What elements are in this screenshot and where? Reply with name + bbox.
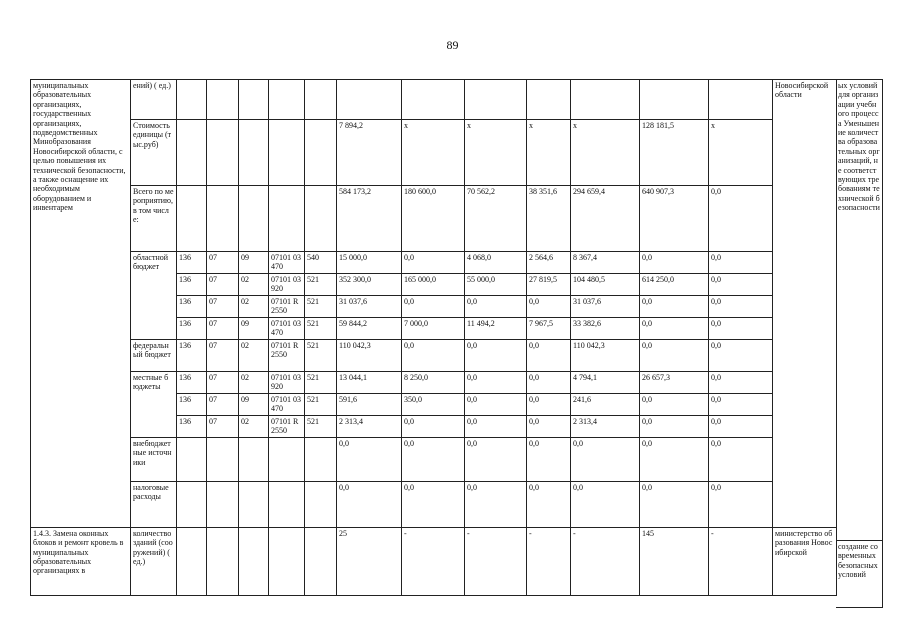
vr-cell: 521: [305, 339, 337, 371]
value-cell: 11 494,2: [465, 317, 527, 339]
vr-cell: [305, 80, 337, 120]
rz-cell: [207, 80, 239, 120]
table-row: [31, 481, 837, 527]
value-cell: 0,0: [709, 371, 773, 393]
value-cell: x: [527, 120, 571, 186]
measure-description: 1.4.3. Замена оконных блоков и ремонт кровель в муниципальных образовательных организациях в: [31, 527, 131, 595]
grbs-cell: [177, 120, 207, 186]
expected-result-cell: создание современных безопасных условий: [836, 540, 883, 608]
vr-cell: 521: [305, 295, 337, 317]
indicator-name: Всего по мероприятию, в том числе:: [131, 186, 177, 252]
value-cell: 0,0: [640, 295, 709, 317]
value-cell: 0,0: [640, 393, 709, 415]
value-cell: 8 250,0: [402, 371, 465, 393]
rz-cell: 07: [207, 273, 239, 295]
grbs-cell: 136: [177, 393, 207, 415]
vr-cell: 521: [305, 415, 337, 437]
value-cell: 38 351,6: [527, 186, 571, 252]
value-cell: 294 659,4: [571, 186, 640, 252]
value-cell: 31 037,6: [571, 295, 640, 317]
pr-cell: [239, 481, 269, 527]
value-cell: 0,0: [709, 339, 773, 371]
value-cell: 0,0: [465, 415, 527, 437]
value-cell: 0,0: [527, 339, 571, 371]
rz-cell: 07: [207, 339, 239, 371]
value-cell: 0,0: [337, 481, 402, 527]
measure-description: муниципальных образовательных организациях, государственных организациях, подведомственных Минобразования Новосибирской области, с целью повышения их технической безопасности, а также оснащение их необходимым оборудованием и инвентарем: [31, 80, 131, 528]
pr-cell: 02: [239, 371, 269, 393]
value-cell: 0,0: [709, 186, 773, 252]
budget-table: [30, 79, 837, 596]
value-cell: x: [402, 120, 465, 186]
value-cell: 0,0: [465, 393, 527, 415]
value-cell: 165 000,0: [402, 273, 465, 295]
pr-cell: 02: [239, 295, 269, 317]
value-cell: [527, 80, 571, 120]
pr-cell: 09: [239, 252, 269, 274]
table-row: [31, 186, 837, 252]
value-cell: 180 600,0: [402, 186, 465, 252]
value-cell: 7 000,0: [402, 317, 465, 339]
value-cell: 0,0: [709, 393, 773, 415]
value-cell: 0,0: [465, 481, 527, 527]
csr-cell: [269, 186, 305, 252]
grbs-cell: 136: [177, 295, 207, 317]
rz-cell: 07: [207, 252, 239, 274]
value-cell: 7 967,5: [527, 317, 571, 339]
value-cell: [402, 80, 465, 120]
value-cell: 350,0: [402, 393, 465, 415]
value-cell: 0,0: [402, 481, 465, 527]
indicator-name: Стоимость единицы (тыс.руб): [131, 120, 177, 186]
value-cell: 0,0: [640, 437, 709, 481]
value-cell: 591,6: [337, 393, 402, 415]
rz-cell: 07: [207, 317, 239, 339]
csr-cell: [269, 527, 305, 595]
rz-cell: [207, 527, 239, 595]
value-cell: 0,0: [709, 437, 773, 481]
table-row: [31, 80, 837, 120]
value-cell: 584 173,2: [337, 186, 402, 252]
indicator-name: налоговые расходы: [131, 481, 177, 527]
value-cell: 25: [337, 527, 402, 595]
vr-cell: 521: [305, 371, 337, 393]
value-cell: 0,0: [640, 317, 709, 339]
rz-cell: [207, 186, 239, 252]
vr-cell: [305, 186, 337, 252]
table-row: [31, 339, 837, 371]
csr-cell: 07101 R2550: [269, 339, 305, 371]
value-cell: 27 819,5: [527, 273, 571, 295]
vr-cell: 521: [305, 273, 337, 295]
rz-cell: [207, 481, 239, 527]
value-cell: 0,0: [527, 393, 571, 415]
csr-cell: 07101 R2550: [269, 415, 305, 437]
value-cell: 0,0: [640, 481, 709, 527]
vr-cell: 521: [305, 393, 337, 415]
pr-cell: [239, 120, 269, 186]
value-cell: 0,0: [709, 295, 773, 317]
value-cell: 614 250,0: [640, 273, 709, 295]
csr-cell: 07101 R2550: [269, 295, 305, 317]
value-cell: 0,0: [640, 252, 709, 274]
value-cell: 4 068,0: [465, 252, 527, 274]
value-cell: 8 367,4: [571, 252, 640, 274]
vr-cell: 540: [305, 252, 337, 274]
executor-cell: Новосибирской области: [773, 80, 837, 528]
value-cell: 2 313,4: [571, 415, 640, 437]
table-row: [31, 437, 837, 481]
value-cell: 55 000,0: [465, 273, 527, 295]
value-cell: [571, 80, 640, 120]
value-cell: [709, 80, 773, 120]
vr-cell: [305, 437, 337, 481]
rz-cell: 07: [207, 393, 239, 415]
pr-cell: [239, 527, 269, 595]
grbs-cell: 136: [177, 415, 207, 437]
value-cell: 110 042,3: [571, 339, 640, 371]
grbs-cell: [177, 80, 207, 120]
value-cell: 0,0: [709, 317, 773, 339]
grbs-cell: [177, 527, 207, 595]
csr-cell: [269, 481, 305, 527]
value-cell: 7 894,2: [337, 120, 402, 186]
value-cell: 0,0: [402, 295, 465, 317]
value-cell: 640 907,3: [640, 186, 709, 252]
page-number: 89: [446, 38, 459, 52]
value-cell: 0,0: [527, 437, 571, 481]
value-cell: 4 794,1: [571, 371, 640, 393]
value-cell: 0,0: [527, 295, 571, 317]
pr-cell: 09: [239, 317, 269, 339]
value-cell: 0,0: [709, 273, 773, 295]
value-cell: 352 300,0: [337, 273, 402, 295]
value-cell: [465, 80, 527, 120]
rz-cell: [207, 437, 239, 481]
vr-cell: [305, 481, 337, 527]
pr-cell: 09: [239, 393, 269, 415]
executor-cell: министерство образования Новосибирской: [773, 527, 837, 595]
indicator-name: внебюджетные источники: [131, 437, 177, 481]
grbs-cell: 136: [177, 371, 207, 393]
grbs-cell: 136: [177, 339, 207, 371]
pr-cell: 02: [239, 273, 269, 295]
value-cell: 110 042,3: [337, 339, 402, 371]
value-cell: [640, 80, 709, 120]
table-row: [31, 120, 837, 186]
csr-cell: 07101 03470: [269, 252, 305, 274]
csr-cell: 07101 03470: [269, 393, 305, 415]
csr-cell: [269, 80, 305, 120]
value-cell: 0,0: [640, 415, 709, 437]
rz-cell: 07: [207, 295, 239, 317]
value-cell: -: [709, 527, 773, 595]
vr-cell: [305, 120, 337, 186]
csr-cell: 07101 03920: [269, 273, 305, 295]
value-cell: 145: [640, 527, 709, 595]
value-cell: 0,0: [465, 437, 527, 481]
grbs-cell: 136: [177, 252, 207, 274]
expected-result-cell: ых условий для организации учебного процесса Уменьшение количества образовательных организаций, не соответствующих требованиям технической безопасности: [836, 79, 883, 541]
pr-cell: 02: [239, 339, 269, 371]
value-cell: 0,0: [527, 415, 571, 437]
value-cell: 0,0: [571, 481, 640, 527]
value-cell: [337, 80, 402, 120]
value-cell: 104 480,5: [571, 273, 640, 295]
vr-cell: [305, 527, 337, 595]
value-cell: 0,0: [465, 295, 527, 317]
value-cell: 2 313,4: [337, 415, 402, 437]
table-row: [31, 371, 837, 393]
rz-cell: 07: [207, 371, 239, 393]
value-cell: 0,0: [402, 339, 465, 371]
value-cell: 13 044,1: [337, 371, 402, 393]
value-cell: 2 564,6: [527, 252, 571, 274]
value-cell: 0,0: [709, 252, 773, 274]
rz-cell: 07: [207, 415, 239, 437]
value-cell: 33 382,6: [571, 317, 640, 339]
value-cell: 15 000,0: [337, 252, 402, 274]
value-cell: 0,0: [337, 437, 402, 481]
vr-cell: 521: [305, 317, 337, 339]
csr-cell: 07101 03470: [269, 317, 305, 339]
csr-cell: [269, 120, 305, 186]
csr-cell: 07101 03920: [269, 371, 305, 393]
grbs-cell: [177, 186, 207, 252]
value-cell: 0,0: [527, 481, 571, 527]
value-cell: -: [571, 527, 640, 595]
pr-cell: [239, 437, 269, 481]
value-cell: 0,0: [402, 415, 465, 437]
pr-cell: [239, 186, 269, 252]
value-cell: 0,0: [402, 437, 465, 481]
grbs-cell: [177, 437, 207, 481]
indicator-name: количество зданий (сооружений) ( ед.): [131, 527, 177, 595]
grbs-cell: [177, 481, 207, 527]
value-cell: x: [709, 120, 773, 186]
pr-cell: [239, 80, 269, 120]
value-cell: x: [465, 120, 527, 186]
value-cell: 128 181,5: [640, 120, 709, 186]
indicator-name: местные бюджеты: [131, 371, 177, 437]
value-cell: x: [571, 120, 640, 186]
grbs-cell: 136: [177, 317, 207, 339]
value-cell: 0,0: [709, 415, 773, 437]
value-cell: 26 657,3: [640, 371, 709, 393]
value-cell: 0,0: [465, 371, 527, 393]
value-cell: 70 562,2: [465, 186, 527, 252]
value-cell: 0,0: [465, 339, 527, 371]
value-cell: -: [527, 527, 571, 595]
value-cell: 0,0: [709, 481, 773, 527]
value-cell: 59 844,2: [337, 317, 402, 339]
value-cell: -: [465, 527, 527, 595]
table-row: [31, 252, 837, 274]
value-cell: 0,0: [571, 437, 640, 481]
value-cell: 0,0: [527, 371, 571, 393]
indicator-name: ений) ( ед.): [131, 80, 177, 120]
value-cell: 31 037,6: [337, 295, 402, 317]
indicator-name: федеральный бюджет: [131, 339, 177, 371]
value-cell: 0,0: [640, 339, 709, 371]
csr-cell: [269, 437, 305, 481]
pr-cell: 02: [239, 415, 269, 437]
indicator-name: областной бюджет: [131, 252, 177, 340]
value-cell: 241,6: [571, 393, 640, 415]
value-cell: -: [402, 527, 465, 595]
value-cell: 0,0: [402, 252, 465, 274]
table-row: [31, 527, 837, 595]
grbs-cell: 136: [177, 273, 207, 295]
rz-cell: [207, 120, 239, 186]
